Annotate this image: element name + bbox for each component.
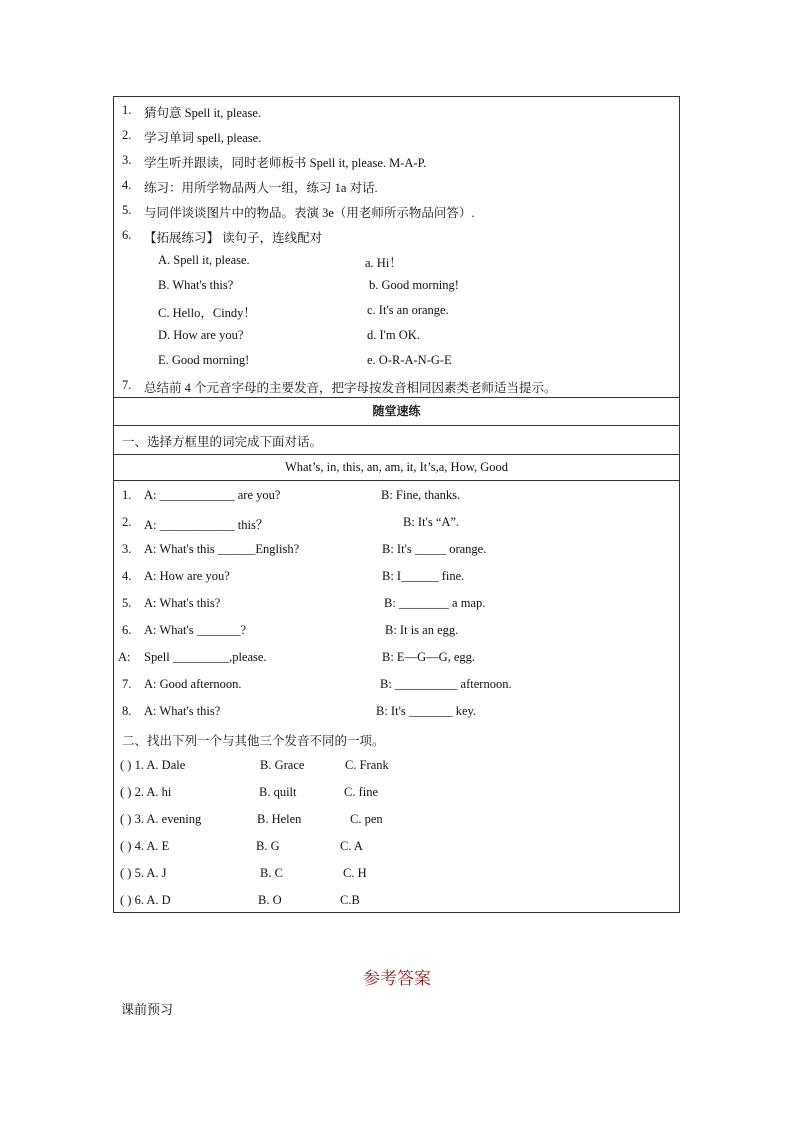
section-title: 随堂速练: [372, 404, 421, 418]
lesson-table: 1. 猜句意 Spell it, please. 2. 学习单词 spell, please. 3. 学生听并跟读，同时老师板书 Spell it, please. M-A-P. 4. 练习：用所学物品两人一组，练习 1a 对话. 5. 与同伴谈谈图片中的物品。表演 3e（用老师所示物品问答）. 6. 【拓展练习】 读句子，连线配对 A. Spell it, please. a. Hi！ B. What's this? b. Good morning! C. Hello，Cindy！ c. It's an orange. D. How are you? d. I'm OK. E. Good morning! e. O-R-A-N-G-E 7. 总结前 4 个元音字母的主要发音，把字母按发音相同因素类老师适当提示。 随堂速练 一、选择方框里的词完成下面对话。 What’s, in, this, an, am, it, It’s,a, How, Good 1. A: ____________ are you? B: Fine, thanks. 2. A: ____________ this？ B: It's “A”. 3. A: What's this ______English? B: It's _____ orange. 4. A: How are you? B: I______ fine. 5. A: What's this? B: ________ a map. 6. A: What's _______? B: It is an egg. A: Spell _________,please. B: E—G—G, egg. 7. A: Good afternoon. B: __________ afternoon. 8. A: What's this? B: It's _______ key. 二、找出下列一个与其他三个发音不同的一项。 ( ) 1. A. Dale B. Grace C. Frank ( ) 2. A. hi B. quilt C. fine ( ) 3. A. evening B. Helen C. pen ( ) 4. A. E B. G C. A ( ) 5. A. J B. C C. H ( ) 6. A. D B. O C.B: [113, 96, 680, 913]
divider: [114, 425, 679, 426]
answers-title: 参考答案: [363, 969, 431, 989]
pre-study-heading: 课前预习: [121, 1003, 174, 1018]
word-box: What’s, in, this, an, am, it, It’s,a, How, Good: [114, 454, 679, 481]
divider: [114, 397, 679, 398]
part2-title: 二、找出下列一个与其他三个发音不同的一项。: [122, 734, 385, 748]
part1-title: 一、选择方框里的词完成下面对话。: [122, 435, 323, 449]
